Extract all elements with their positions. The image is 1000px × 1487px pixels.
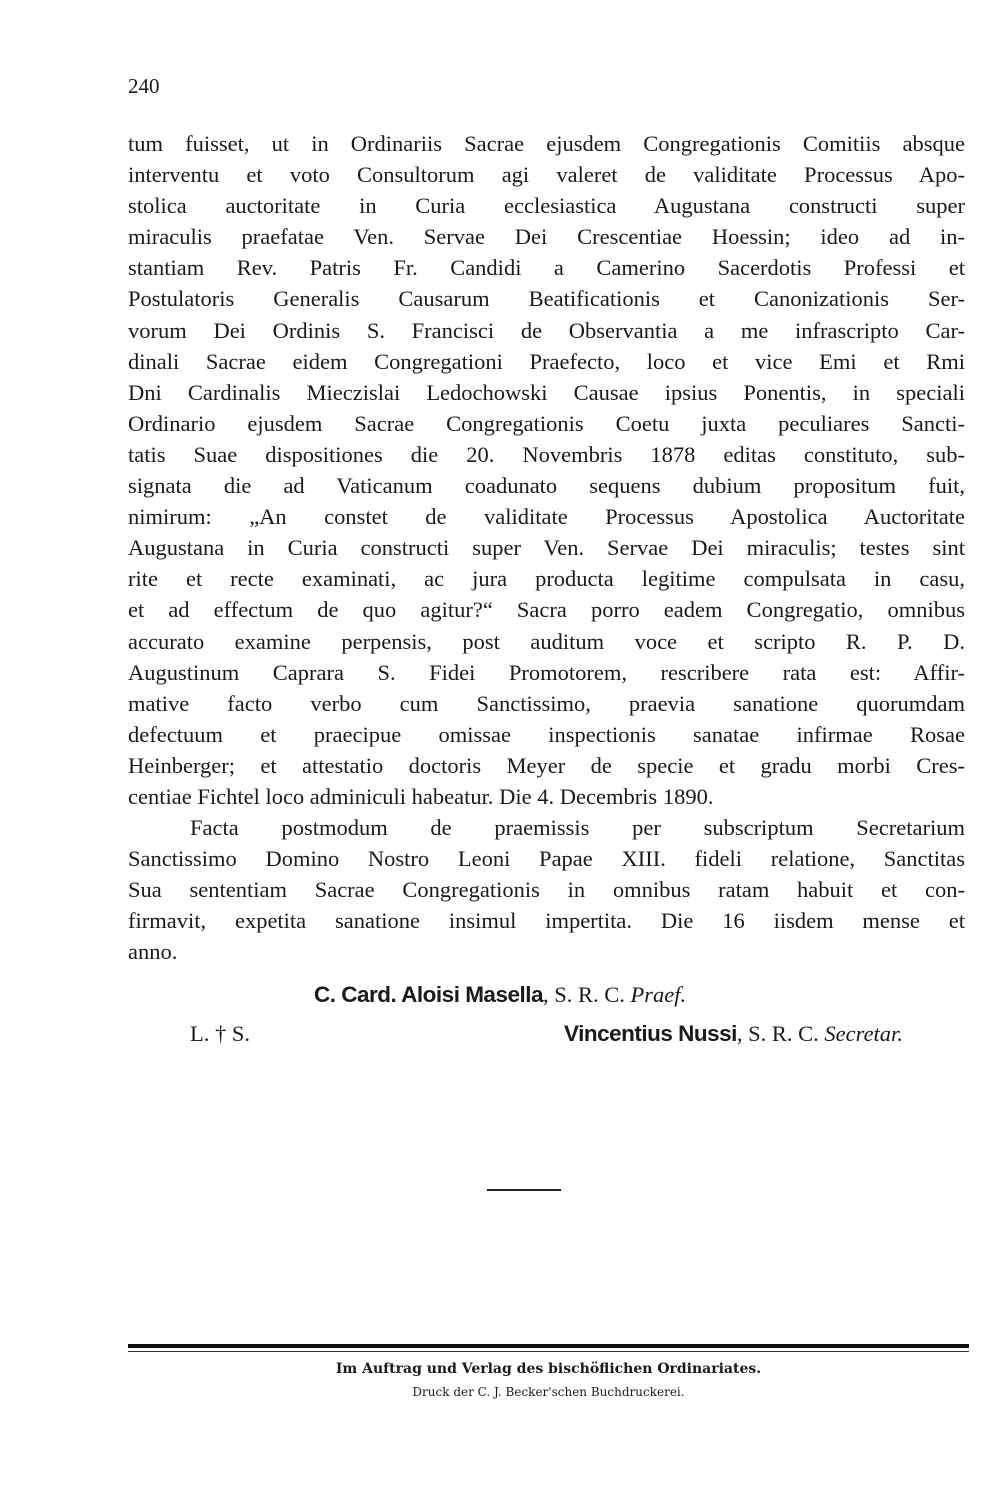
imprint-printer: Druck der C. J. Becker'schen Buchdruckerei. [412,1385,685,1399]
paragraph2-line: Sua sententiam Sacrae Congregationis in omnibus ratam habuit et con- [128,877,965,903]
body-line: vorum Dei Ordinis S. Francisci de Observantia a me infrascripto Car- [128,317,965,343]
paragraph2-line: anno. [128,939,178,965]
body-line: tum fuisset, ut in Ordinariis Sacrae ejusdem Congregationis Comitiis absque [128,131,965,156]
secretary-title: , S. R. C. [736,1021,825,1046]
body-line: tatis Suae dispositiones die 20. Novembris 1878 editas constituto, sub- [128,441,965,467]
secretary-name: Vincentius Nussi [564,1021,737,1046]
body-line: miraculis praefatae Ven. Servae Dei Crescentiae Hoessin; ideo ad in- [128,224,965,250]
body-line: Postulatoris Generalis Causarum Beatificationis et Canonizationis Ser- [128,286,965,312]
decree-body [128,128,965,968]
paragraph2-line: Facta postmodum de praemissis per subscriptum Secretarium [190,815,965,841]
body-line: interventu et voto Consultorum agi valeret de validitate Processus Apo- [128,162,965,188]
section-divider [487,1189,561,1191]
secretary-role: Secretar. [824,1021,903,1046]
body-line: stantiam Rev. Patris Fr. Candidi a Camerino Sacerdotis Professi et [128,255,965,281]
body-line: nimirum: „An constet de validitate Processus Apostolica Auctoritate [128,504,965,530]
page-number: 240 [128,74,160,98]
prefect-name: C. Card. Aloisi Masella [314,982,543,1007]
body-line: et ad effectum de quo agitur?“ Sacra porro eadem Congregatio, omnibus [128,597,965,623]
body-line: Ordinario ejusdem Sacrae Congregationis Coetu juxta peculiares Sancti- [128,410,965,436]
imprint-publisher: Im Auftrag und Verlag des bischöflichen Ordinariates. [335,1361,762,1377]
paragraph2-line: firmavit, expetita sanatione insimul impertita. Die 16 iisdem mense et [128,908,965,934]
body-line: Heinberger; et attestatio doctoris Meyer de specie et gradu morbi Cres- [128,752,965,778]
body-line: Augustinum Caprara S. Fidei Promotorem, rescribere rata est: Affir- [128,659,965,685]
prefect-signature [314,982,686,1008]
body-line: dinali Sacrae eidem Congregationi Praefecto, loco et vice Emi et Rmi [128,348,965,374]
body-line: signata die ad Vaticanum coadunato sequens dubium propositum fuit, [128,473,965,499]
paragraph2-line: Sanctissimo Domino Nostro Leoni Papae XIII. fideli relatione, Sanctitas [128,846,965,872]
body-line: centiae Fichtel loco adminiculi habeatur. Die 4. Decembris 1890. [128,783,714,809]
footer-rule-thick [128,1344,969,1348]
body-line: accurato examine perpensis, post auditum voce et scripto R. P. D. [128,628,965,654]
prefect-role: Praef. [630,982,687,1007]
body-line: rite et recte examinati, ac jura producta legitime compulsata in casu, [128,566,965,592]
body-line: Dni Cardinalis Mieczislai Ledochowski Causae ipsius Ponentis, in speciali [128,379,965,405]
body-line: Augustana in Curia constructi super Ven. Servae Dei miraculis; testes sint [128,535,965,561]
secretary-signature [564,1021,903,1047]
body-line: mative facto verbo cum Sanctissimo, praevia sanatione quorumdam [128,690,965,716]
body-line: defectuum et praecipue omissae inspectionis sanatae infirmae Rosae [128,721,965,747]
seal-mark: L. † S. [190,1021,251,1046]
body-line: stolica auctoritate in Curia ecclesiastica Augustana constructi super [128,193,965,219]
prefect-title: , S. R. C. [543,982,631,1007]
footer-rule-thin [128,1351,969,1352]
